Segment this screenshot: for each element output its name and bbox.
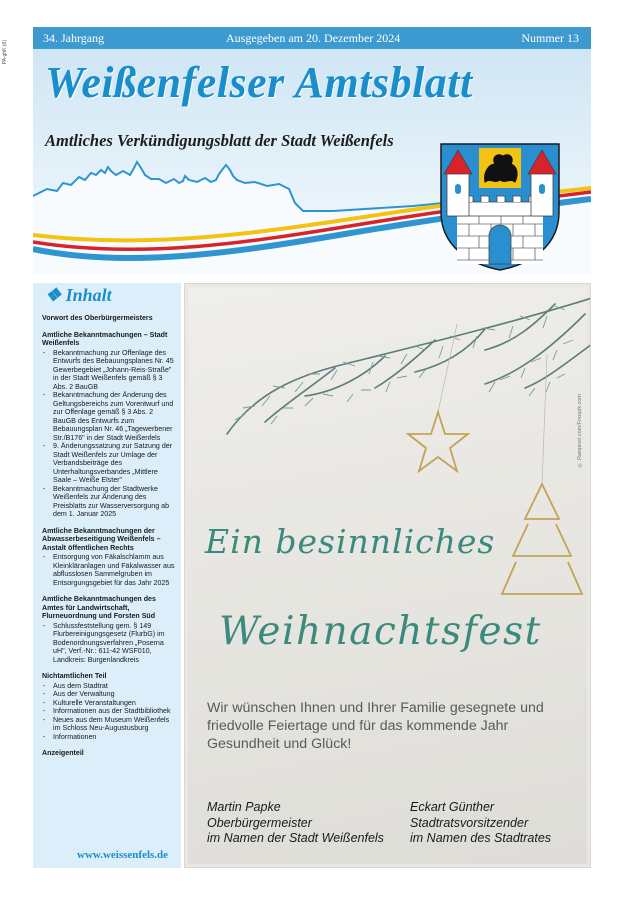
toc-item: - Bekanntmachung der Stadtwerke Weißenfels zur Änderung des Preisblatts zur Wasserversorgung ab dem 1. Januar 2025 — [42, 485, 175, 519]
toc-item: - Informationen — [42, 733, 175, 742]
masthead-title: Weißenfelser Amtsblatt — [45, 58, 473, 107]
top-info-bar — [33, 27, 591, 49]
toc-item: - 9. Änderungssatzung zur Satzung der Stadt Weißenfels zur Umlage der Verbandsbeiträge des Unterhaltungsverbandes „Mittlere Saale – Weiße Elster" — [42, 442, 175, 485]
toc-item: - Aus dem Stadtrat — [42, 682, 175, 691]
signature-name: Martin Papke — [207, 800, 281, 814]
toc-section — [42, 672, 175, 741]
toc-section — [42, 749, 175, 758]
toc-item: - Aus der Verwaltung — [42, 690, 175, 699]
toc-heading: ❖ Inhalt — [45, 285, 112, 305]
toc-item: - Neues aus dem Museum Weißenfels im Schloss Neu-Augustusburg — [42, 716, 175, 733]
toc-section — [42, 314, 175, 323]
signature-role: Oberbürgermeister — [207, 815, 312, 830]
toc-section-title: Amtliche Bekanntmachungen der Abwasserbeseitigung Weißenfels – Anstalt öffentlichen Rechts — [42, 526, 161, 552]
fir-branch-ornaments-illustration — [185, 284, 591, 868]
website-link[interactable]: www.weissenfels.de — [77, 849, 169, 861]
signature-role: Stadtratsvorsitzender — [410, 815, 529, 830]
toc-section-title: Anzeigenteil — [42, 749, 84, 757]
issue-date: Ausgegeben am 20. Dezember 2024 — [226, 31, 401, 45]
toc-item: - Entsorgung von Fäkalschlamm aus Kleinkläranlagen und Fäkalwasser aus abflusslosen Sammelgruben im Entsorgungsgebiet für das Jahr 2025 — [42, 553, 175, 587]
signature-behalf: im Namen der Stadt Weißenfels — [207, 831, 384, 845]
greeting-script-line-2: Weihnachtsfest — [219, 609, 542, 654]
toc-section — [42, 595, 175, 664]
toc-section-title: Amtliche Bekanntmachungen – Stadt Weißenfels — [42, 330, 168, 347]
toc-section-title: Nichtamtlichen Teil — [42, 672, 107, 680]
side-tag: PA-ghK (6) — [2, 40, 8, 65]
toc-section-title: Vorwort des Oberbürgermeisters — [42, 314, 153, 322]
toc-section — [42, 527, 175, 588]
toc-item: - Schlussfeststellung gem. § 149 Flurbereinigungsgesetz (FlurbG) im Bodenordnungsverfahren „Poserna uH", Verf.-Nr.: 611-42 WSF010, Landkreis: Burgenlandkreis — [42, 622, 175, 665]
christmas-greeting-card — [184, 283, 591, 868]
toc-item: - Bekanntmachung der Änderung des Geltungsbereichs zum Vorentwurf und zur Offenlage gemäß § 3 Abs. 2 BauGB des Entwurfs zum Bebauungsplan Nr. 46 „Tagewerbener Str./B176" in der Stadt Weißenfels — [42, 391, 175, 442]
toc-list — [42, 314, 175, 758]
toc-item: - Bekanntmachung zur Offenlage des Entwurfs des Bebauungsplanes Nr. 45 Gewerbegebiet „Johann-Reis-Straße" in der Stadt Weißenfels gemäß § 3 Abs. 2 BauGB — [42, 349, 175, 392]
toc-item: - Informationen aus der Stadtbibliothek — [42, 707, 175, 716]
masthead-banner — [33, 49, 591, 274]
table-of-contents — [33, 283, 181, 868]
toc-item: - Kulturelle Veranstaltungen — [42, 699, 175, 708]
coat-of-arms-logo — [439, 142, 561, 272]
signature-behalf: im Namen des Stadtrates — [410, 831, 552, 845]
signature-name: Eckart Günther — [410, 800, 495, 814]
masthead-subtitle: Amtliches Verkündigungsblatt der Stadt Weißenfels — [45, 131, 394, 150]
greeting-script-line-1: Ein besinnliches — [205, 522, 496, 561]
greeting-message: Wir wünschen Ihnen und Ihrer Familie gesegnete und friedvolle Feiertage und für das kommende Jahr Gesundheit und Glück! — [207, 700, 544, 752]
volume-label: 34. Jahrgang — [43, 31, 105, 45]
issue-number: Nummer 13 — [521, 31, 579, 45]
toc-section-title: Amtliche Bekanntmachungen des Amtes für Landwirtschaft, Flurneuordnung und Forsten Süd — [42, 595, 156, 620]
toc-section — [42, 331, 175, 519]
photo-credit: © Rawpixel.com/Freepik.com — [577, 394, 583, 468]
signature-mayor — [207, 800, 384, 847]
signature-council-chair — [410, 800, 551, 847]
